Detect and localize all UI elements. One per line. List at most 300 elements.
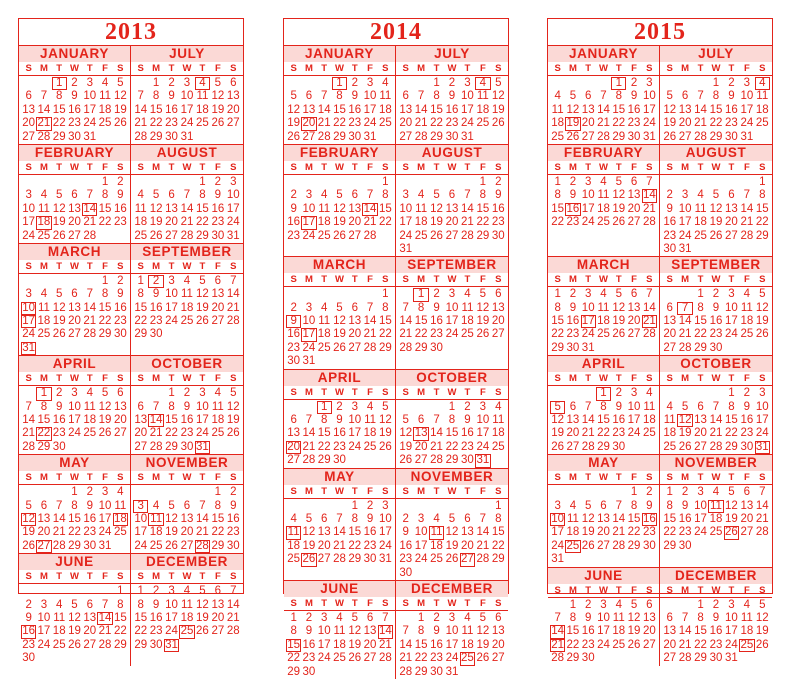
day-cell: 12 <box>581 512 595 525</box>
day-cell: 30 <box>581 652 595 665</box>
day-cell: 13 <box>445 202 459 215</box>
day-cell: 28 <box>378 652 392 665</box>
day-cell: 7 <box>101 598 109 611</box>
day-cell: 12 <box>287 103 301 116</box>
month-november <box>131 454 243 553</box>
empty-cell <box>286 401 301 414</box>
day-cell: 28 <box>755 526 769 539</box>
day-cell: 26 <box>755 328 769 341</box>
day-cell: 5 <box>56 189 63 202</box>
day-cell: 3 <box>585 288 592 301</box>
day-cell: 3 <box>697 486 704 499</box>
day-cell: 27 <box>287 454 301 467</box>
day-cell: 15 <box>414 638 428 651</box>
day-cell: 29 <box>709 130 723 143</box>
weekday-label: F <box>631 472 637 484</box>
day-cell: 15 <box>476 202 490 215</box>
empty-cell <box>398 288 413 301</box>
day-cell: 1 <box>351 499 358 512</box>
month-name: APRIL <box>19 355 130 372</box>
day-cell: 17 <box>37 625 51 638</box>
weekday-label: W <box>335 274 344 286</box>
day-cell: 27 <box>68 229 81 242</box>
day-cell: 11 <box>211 400 224 413</box>
day-cell: 30 <box>22 652 36 665</box>
day-cell: 9 <box>25 611 32 624</box>
day-cell: 27 <box>627 216 641 229</box>
weekday-label: T <box>464 597 471 609</box>
day-cell: 28 <box>678 341 692 354</box>
day-cell: 30 <box>68 130 81 143</box>
day-cell: 30 <box>566 341 580 354</box>
weekday-label: T <box>86 571 93 583</box>
day-cell: 5 <box>479 288 487 301</box>
weekday-label: S <box>666 584 673 596</box>
day-cell: 27 <box>678 130 692 143</box>
day-cell: 28 <box>399 665 413 678</box>
highlighted-day: 1 <box>36 387 51 400</box>
weekday-label: F <box>743 63 750 74</box>
month-name: AUGUST <box>396 144 508 161</box>
weekday-label: F <box>367 597 373 609</box>
month-pair-row <box>548 144 772 256</box>
highlighted-day: 27 <box>461 553 474 566</box>
day-cell: 1 <box>666 486 673 499</box>
day-cell: 15 <box>348 526 362 539</box>
day-cell: 14 <box>740 202 754 215</box>
day-cell: 20 <box>627 202 641 215</box>
day-cell: 20 <box>399 117 413 130</box>
empty-cell <box>550 599 565 612</box>
day-cell: 7 <box>646 175 653 188</box>
day-cell: 29 <box>445 454 459 467</box>
weekday-label: S <box>646 472 653 484</box>
weekday-label: T <box>199 161 206 173</box>
day-grid <box>398 611 506 679</box>
day-cell: 27 <box>740 526 754 539</box>
day-cell: 13 <box>627 189 641 202</box>
day-cell: 9 <box>152 288 160 301</box>
month-july <box>396 46 508 144</box>
day-cell: 22 <box>627 526 641 539</box>
day-cell: 9 <box>351 90 358 103</box>
day-cell: 13 <box>663 315 677 328</box>
day-cell: 18 <box>642 414 656 427</box>
day-cell: 28 <box>642 216 656 229</box>
day-cell: 23 <box>180 427 194 440</box>
day-cell: 24 <box>83 117 97 130</box>
day-cell: 8 <box>728 400 735 413</box>
weekday-label: F <box>367 63 373 74</box>
day-cell: 29 <box>37 440 51 453</box>
day-cell: 4 <box>321 189 328 202</box>
day-cell: 25 <box>612 638 626 651</box>
day-cell: 7 <box>56 499 63 512</box>
day-cell: 12 <box>725 499 738 512</box>
weekday-header <box>660 584 772 598</box>
weekday-label: S <box>759 161 766 173</box>
day-cell: 7 <box>697 90 704 103</box>
day-cell: 23 <box>68 117 81 130</box>
day-cell: 13 <box>491 301 505 314</box>
day-cell: 16 <box>348 103 362 116</box>
day-cell: 5 <box>666 90 673 103</box>
day-cell: 5 <box>168 499 175 512</box>
weekday-label: T <box>433 63 440 74</box>
day-cell: 6 <box>464 512 471 525</box>
day-cell: 11 <box>663 414 676 427</box>
day-cell: 7 <box>759 486 766 499</box>
day-cell: 31 <box>98 539 112 552</box>
day-cell: 25 <box>694 229 707 242</box>
empty-cell <box>21 486 36 499</box>
day-cell: 8 <box>759 189 766 202</box>
day-cell: 10 <box>302 202 316 215</box>
day-cell: 1 <box>382 175 389 188</box>
weekday-header <box>131 161 243 175</box>
day-cell: 21 <box>83 315 97 328</box>
day-cell: 2 <box>712 598 720 611</box>
day-cell: 29 <box>694 341 707 354</box>
month-march <box>19 243 131 355</box>
day-cell: 2 <box>630 77 638 89</box>
day-cell: 27 <box>226 117 240 130</box>
day-cell: 19 <box>333 328 346 341</box>
day-cell: 21 <box>461 216 474 229</box>
weekday-label: S <box>25 260 32 272</box>
day-cell: 26 <box>348 652 362 665</box>
day-cell: 8 <box>433 90 440 103</box>
day-cell: 13 <box>461 526 474 539</box>
day-cell: 7 <box>479 512 487 525</box>
month-january <box>284 46 396 144</box>
month-pair-row <box>19 454 243 553</box>
weekday-label: T <box>585 584 592 596</box>
day-cell: 16 <box>612 414 626 427</box>
day-cell: 8 <box>697 611 704 624</box>
weekday-label: M <box>681 274 690 286</box>
day-cell: 27 <box>165 229 178 242</box>
day-cell: 10 <box>597 611 610 624</box>
month-april <box>284 369 396 468</box>
day-cell: 7 <box>464 189 471 202</box>
day-cell: 21 <box>740 216 754 229</box>
day-cell: 3 <box>402 189 409 202</box>
day-cell: 12 <box>98 400 112 413</box>
weekday-label: S <box>290 485 297 497</box>
day-cell: 29 <box>430 130 443 143</box>
day-cell: 9 <box>230 499 237 512</box>
day-cell: 22 <box>551 216 565 229</box>
day-cell: 24 <box>98 526 112 539</box>
weekday-label: S <box>25 472 32 484</box>
weekday-label: M <box>681 161 690 173</box>
day-cell: 20 <box>414 440 428 453</box>
day-cell: 21 <box>302 440 316 453</box>
day-cell: 24 <box>476 440 490 453</box>
day-cell: 6 <box>71 288 78 301</box>
day-cell: 31 <box>378 553 392 566</box>
day-cell: 26 <box>287 130 301 143</box>
day-cell: 3 <box>646 77 653 89</box>
weekday-label: M <box>304 485 313 497</box>
day-cell: 4 <box>183 585 191 598</box>
day-cell: 8 <box>56 90 63 103</box>
month-pair-row <box>548 46 772 144</box>
highlighted-day: 22 <box>37 427 51 440</box>
weekday-label: T <box>56 571 63 583</box>
empty-cell <box>332 176 347 189</box>
day-cell: 24 <box>725 638 738 651</box>
day-cell: 23 <box>725 117 738 130</box>
day-cell: 4 <box>40 288 48 301</box>
day-cell: 28 <box>83 328 97 341</box>
day-cell: 4 <box>152 499 160 512</box>
day-cell: 7 <box>183 189 191 202</box>
day-cell: 12 <box>612 301 626 314</box>
day-cell: 2 <box>569 175 577 188</box>
day-cell: 22 <box>694 638 707 651</box>
day-cell: 16 <box>709 315 723 328</box>
day-cell: 10 <box>68 400 81 413</box>
month-name: NOVEMBER <box>131 454 243 471</box>
day-cell: 2 <box>168 77 175 89</box>
day-cell: 6 <box>417 414 425 427</box>
day-cell: 25 <box>52 638 66 651</box>
day-cell: 18 <box>83 414 97 427</box>
day-cell: 2 <box>305 611 313 624</box>
day-cell: 14 <box>414 103 428 116</box>
day-cell: 17 <box>83 103 97 116</box>
weekday-label: S <box>230 260 237 272</box>
day-cell: 15 <box>566 625 580 638</box>
empty-cell <box>398 401 413 414</box>
day-cell: 16 <box>740 414 754 427</box>
day-cell: 3 <box>382 499 389 512</box>
month-pair-row <box>19 46 243 144</box>
day-cell: 29 <box>52 130 66 143</box>
day-cell: 5 <box>336 189 343 202</box>
day-cell: 23 <box>581 638 595 651</box>
weekday-label: W <box>599 584 608 596</box>
weekday-label: S <box>382 386 389 398</box>
day-cell: 10 <box>414 526 428 539</box>
month-rows <box>19 46 243 666</box>
weekday-label: M <box>152 373 161 385</box>
day-cell: 13 <box>134 414 148 427</box>
month-name: APRIL <box>284 369 395 386</box>
highlighted-day: 2 <box>148 275 163 288</box>
month-pair-row <box>284 46 508 144</box>
day-cell: 4 <box>214 387 222 400</box>
day-cell: 15 <box>551 315 565 328</box>
weekday-label: F <box>102 472 108 484</box>
day-cell: 15 <box>709 103 723 116</box>
day-cell: 1 <box>630 486 638 499</box>
day-cell: 22 <box>725 427 738 440</box>
day-cell: 20 <box>581 117 595 130</box>
month-june <box>19 553 131 665</box>
day-cell: 2 <box>351 77 358 89</box>
weekday-header <box>284 485 395 499</box>
day-cell: 16 <box>581 625 595 638</box>
day-cell: 24 <box>317 652 331 665</box>
day-cell: 13 <box>348 202 362 215</box>
day-cell: 2 <box>433 611 440 624</box>
day-cell: 22 <box>491 539 505 552</box>
highlighted-day: 14 <box>149 414 163 427</box>
year-title: 2014 <box>284 19 508 46</box>
day-cell: 30 <box>302 665 316 678</box>
day-cell: 30 <box>333 454 346 467</box>
day-cell: 3 <box>585 175 592 188</box>
day-cell: 17 <box>445 315 459 328</box>
day-cell: 7 <box>366 301 374 314</box>
day-cell: 12 <box>211 90 225 103</box>
day-cell: 20 <box>68 315 81 328</box>
weekday-label: T <box>199 373 206 385</box>
day-cell: 19 <box>476 638 490 651</box>
highlighted-day: 11 <box>710 499 722 512</box>
day-cell: 12 <box>333 315 346 328</box>
weekday-header <box>396 62 508 76</box>
day-cell: 4 <box>417 189 425 202</box>
day-cell: 7 <box>615 499 622 512</box>
day-cell: 13 <box>597 512 610 525</box>
year-card-2014 <box>283 18 509 678</box>
day-cell: 16 <box>430 638 443 651</box>
empty-cell <box>148 387 163 400</box>
day-cell: 24 <box>740 117 754 130</box>
day-cell: 16 <box>445 103 459 116</box>
day-cell: 28 <box>134 130 148 143</box>
day-cell: 21 <box>399 652 413 665</box>
day-cell: 17 <box>642 103 656 116</box>
empty-cell <box>179 486 194 499</box>
day-cell: 22 <box>476 216 490 229</box>
day-cell: 21 <box>430 440 443 453</box>
day-cell: 17 <box>694 512 707 525</box>
day-cell: 10 <box>37 611 51 624</box>
empty-cell <box>677 288 692 301</box>
day-cell: 9 <box>569 189 577 202</box>
day-cell: 30 <box>678 539 692 552</box>
day-cell: 12 <box>333 202 346 215</box>
day-cell: 28 <box>98 638 112 651</box>
month-september <box>660 256 772 355</box>
day-cell: 24 <box>678 229 692 242</box>
day-cell: 30 <box>113 328 127 341</box>
day-cell: 28 <box>461 229 474 242</box>
day-cell: 2 <box>290 189 297 202</box>
day-cell: 15 <box>52 103 66 116</box>
day-grid <box>550 485 657 566</box>
highlighted-day: 26 <box>725 526 738 539</box>
empty-cell <box>164 486 179 499</box>
day-cell: 11 <box>196 90 209 103</box>
day-cell: 8 <box>554 301 561 314</box>
day-cell: 26 <box>581 539 595 552</box>
day-cell: 25 <box>37 229 51 242</box>
empty-cell <box>581 486 596 499</box>
day-cell: 29 <box>627 539 641 552</box>
day-cell: 20 <box>566 427 580 440</box>
day-cell: 15 <box>333 103 346 116</box>
day-cell: 15 <box>37 414 51 427</box>
weekday-label: T <box>433 161 440 173</box>
day-cell: 29 <box>287 665 301 678</box>
weekday-label: S <box>646 274 653 286</box>
day-cell: 21 <box>378 638 392 651</box>
day-cell: 8 <box>117 598 124 611</box>
day-cell: 20 <box>627 315 641 328</box>
weekday-label: S <box>554 584 561 596</box>
weekday-label: T <box>86 161 93 173</box>
day-cell: 14 <box>226 598 240 611</box>
day-cell: 13 <box>37 512 51 525</box>
day-grid <box>286 499 393 567</box>
weekday-label: S <box>382 63 389 74</box>
day-cell: 25 <box>642 427 656 440</box>
day-cell: 4 <box>569 499 577 512</box>
weekday-label: S <box>646 373 653 385</box>
weekday-label: W <box>335 63 344 74</box>
day-cell: 8 <box>214 499 222 512</box>
weekday-label: S <box>230 63 237 74</box>
highlighted-day: 10 <box>22 301 36 314</box>
weekday-label: M <box>39 571 48 583</box>
day-cell: 20 <box>22 117 36 130</box>
weekday-label: S <box>402 63 409 74</box>
weekday-label: S <box>759 63 766 74</box>
day-cell: 21 <box>399 328 413 341</box>
day-cell: 11 <box>333 625 346 638</box>
day-cell: 15 <box>414 315 428 328</box>
day-cell: 11 <box>114 499 127 512</box>
weekday-label: W <box>599 161 608 173</box>
day-cell: 18 <box>37 315 51 328</box>
day-cell: 29 <box>597 440 610 453</box>
day-cell: 30 <box>52 440 66 453</box>
empty-cell <box>429 401 444 414</box>
day-cell: 4 <box>382 77 389 89</box>
day-cell: 18 <box>317 216 331 229</box>
weekday-label: M <box>568 274 577 286</box>
day-cell: 18 <box>551 117 565 130</box>
day-cell: 3 <box>101 486 109 499</box>
day-cell: 10 <box>317 625 331 638</box>
day-cell: 19 <box>68 625 81 638</box>
month-name: DECEMBER <box>396 580 508 597</box>
day-cell: 19 <box>612 315 626 328</box>
highlighted-day: 17 <box>302 216 316 229</box>
day-cell: 19 <box>445 539 459 552</box>
day-cell: 2 <box>666 189 673 202</box>
day-grid <box>286 611 393 679</box>
day-cell: 9 <box>117 189 124 202</box>
day-cell: 13 <box>165 202 178 215</box>
day-cell: 6 <box>25 90 32 103</box>
day-cell: 11 <box>756 90 769 103</box>
highlighted-day: 12 <box>678 414 692 427</box>
day-cell: 9 <box>305 625 313 638</box>
day-cell: 27 <box>83 638 97 651</box>
day-cell: 22 <box>414 328 428 341</box>
day-cell: 15 <box>694 625 707 638</box>
empty-cell <box>677 77 692 90</box>
day-cell: 30 <box>709 652 723 665</box>
day-cell: 14 <box>333 526 346 539</box>
